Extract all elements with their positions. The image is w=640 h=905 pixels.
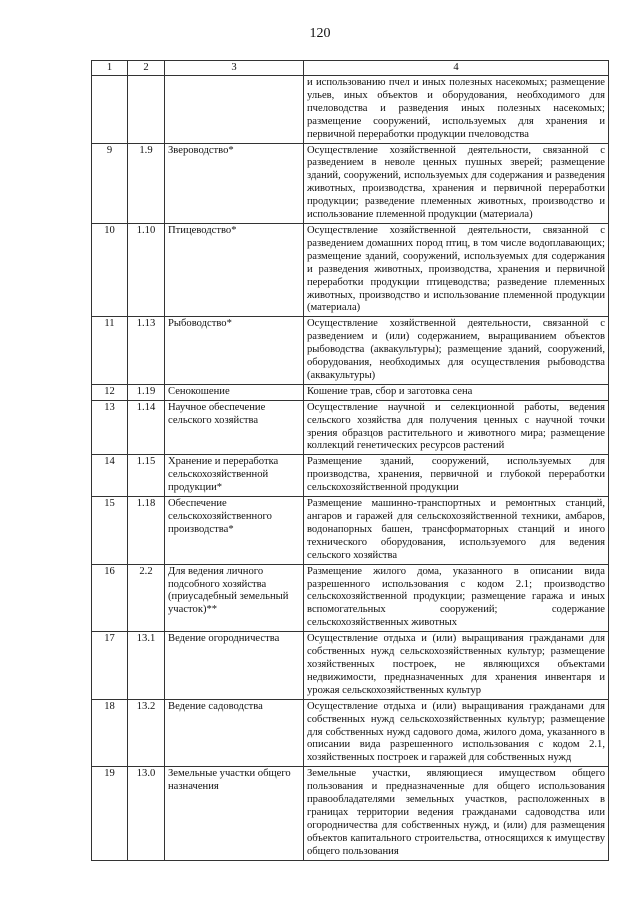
row-number: 17	[92, 632, 128, 700]
table-row	[92, 455, 609, 497]
table-header-row	[92, 61, 609, 76]
table-row	[92, 632, 609, 700]
page-number: 120	[309, 26, 331, 41]
table-row	[92, 400, 609, 455]
table-row	[92, 76, 609, 144]
row-code: 13.1	[128, 632, 165, 700]
header-cell-2: 2	[128, 61, 165, 76]
row-description: Осуществление отдыха и (или) выращивания гражданами для собственных нужд сельскохозяйственных культур; размещение хозяйственных построек, не являющихся объектами недвижимости, предназначенных для хранения инвентаря и урожая сельскохозяйственных культур	[304, 632, 609, 700]
table-row	[92, 223, 609, 316]
table-row	[92, 699, 609, 767]
row-number: 10	[92, 223, 128, 316]
row-code: 13.2	[128, 699, 165, 767]
table-row	[92, 497, 609, 565]
row-name: Птицеводство*	[165, 223, 304, 316]
row-number: 19	[92, 767, 128, 860]
row-name: Хранение и переработка сельскохозяйственной продукции*	[165, 455, 304, 497]
row-code: 1.18	[128, 497, 165, 565]
row-name: Ведение огородничества	[165, 632, 304, 700]
header-cell-3: 3	[165, 61, 304, 76]
row-description: Кошение трав, сбор и заготовка сена	[304, 384, 609, 400]
row-code: 13.0	[128, 767, 165, 860]
row-code: 2.2	[128, 564, 165, 632]
row-number: 16	[92, 564, 128, 632]
table-row	[92, 564, 609, 632]
row-name: Сенокошение	[165, 384, 304, 400]
row-number: 14	[92, 455, 128, 497]
row-number	[92, 76, 128, 144]
row-number: 13	[92, 400, 128, 455]
row-number: 18	[92, 699, 128, 767]
row-code: 1.10	[128, 223, 165, 316]
row-name	[165, 76, 304, 144]
table-row	[92, 767, 609, 860]
row-description: Осуществление отдыха и (или) выращивания гражданами для собственных нужд сельскохозяйственных культур; размещение для собственных нужд садового дома, жилого дома, указанного в описании вида разрешенного использования с кодом 2.1, хозяйственных построек и гаражей для собственных нужд	[304, 699, 609, 767]
row-name: Обеспечение сельскохозяйственного производства*	[165, 497, 304, 565]
row-description: Размещение зданий, сооружений, используемых для производства, хранения, первичной и глубокой переработки сельскохозяйственной продукции	[304, 455, 609, 497]
row-code: 1.14	[128, 400, 165, 455]
row-description: и использованию пчел и иных полезных насекомых; размещение ульев, иных объектов и оборудования, необходимого для пчеловодства и разведения иных полезных насекомых; размещение сооружений, используемых для хранения и первичной переработки продукции пчеловодства	[304, 76, 609, 144]
row-description: Земельные участки, являющиеся имуществом общего пользования и предназначенные для общего использования правообладателями земельных участков, расположенных в границах территории ведения гражданами садоводства или огородничества для собственных нужд, и (или) для размещения объектов капитального строительства, относящихся к имуществу общего пользования	[304, 767, 609, 860]
row-code	[128, 76, 165, 144]
row-description: Осуществление хозяйственной деятельности, связанной с разведением и (или) содержанием, выращиванием объектов рыбоводства (аквакультуры); размещение зданий, сооружений, оборудования, необходимых для осуществления рыбоводства (аквакультуры)	[304, 317, 609, 385]
row-name: Ведение садоводства	[165, 699, 304, 767]
row-code: 1.19	[128, 384, 165, 400]
row-description: Размещение машинно-транспортных и ремонтных станций, ангаров и гаражей для сельскохозяйственной техники, амбаров, водонапорных башен, трансформаторных станций и иного технического оборудования, используемого для ведения сельского хозяйства	[304, 497, 609, 565]
row-code: 1.13	[128, 317, 165, 385]
header-cell-4: 4	[304, 61, 609, 76]
table-row	[92, 317, 609, 385]
row-number: 12	[92, 384, 128, 400]
row-description: Осуществление хозяйственной деятельности, связанной с разведением домашних пород птиц, в том числе водоплавающих; размещение зданий, сооружений, используемых для содержания и разведения животных, производства, хранения и первичной переработки продукции птицеводства; разведение племенных животных, производство и использование племенной продукции (материала)	[304, 223, 609, 316]
header-cell-1: 1	[92, 61, 128, 76]
row-name: Земельные участки общего назначения	[165, 767, 304, 860]
row-code: 1.9	[128, 143, 165, 223]
table-row	[92, 143, 609, 223]
row-name: Научное обеспечение сельского хозяйства	[165, 400, 304, 455]
table-row	[92, 384, 609, 400]
row-description: Осуществление научной и селекционной работы, ведения сельского хозяйства для получения ценных с научной точки зрения образцов растительного и животного мира; размещение коллекций генетических ресурсов растений	[304, 400, 609, 455]
row-name: Рыбоводство*	[165, 317, 304, 385]
row-name: Для ведения личного подсобного хозяйства (приусадебный земельный участок)**	[165, 564, 304, 632]
land-use-table	[91, 60, 609, 861]
row-number: 15	[92, 497, 128, 565]
row-name: Звероводство*	[165, 143, 304, 223]
row-description: Осуществление хозяйственной деятельности, связанной с разведением в неволе ценных пушных зверей; размещение зданий, сооружений, используемых для содержания и разведения животных, производства, хранения и первичной переработки продукции; разведение племенных животных, производство и использование племенной продукции (материала)	[304, 143, 609, 223]
row-number: 11	[92, 317, 128, 385]
row-description: Размещение жилого дома, указанного в описании вида разрешенного использования с кодом 2.1; производство сельскохозяйственной продукции; размещение гаража и иных вспомогательных сооружений; содержание сельскохозяйственных животных	[304, 564, 609, 632]
row-number: 9	[92, 143, 128, 223]
row-code: 1.15	[128, 455, 165, 497]
